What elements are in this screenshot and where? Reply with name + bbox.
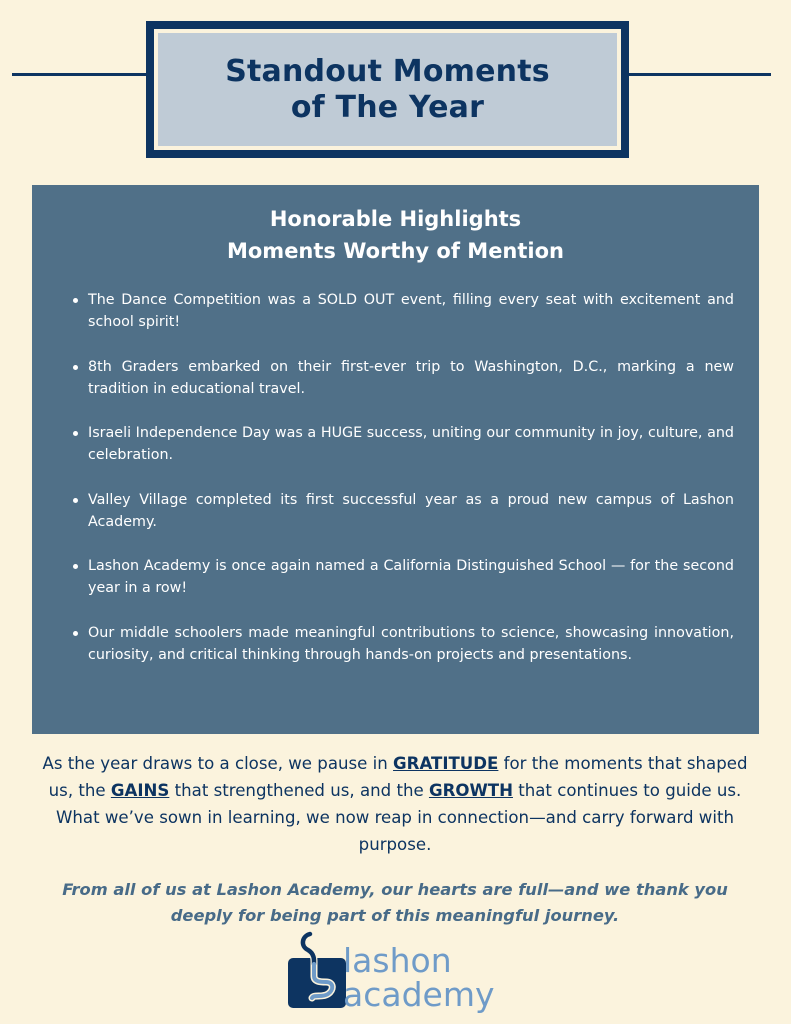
highlight-item: Valley Village completed its first successful year as a proud new campus of Lashon Academy. [88, 489, 734, 533]
page-title-line1: Standout Moments [225, 53, 550, 89]
title-panel [158, 33, 617, 146]
keyword-gratitude: GRATITUDE [393, 754, 499, 773]
lashon-academy-logo [288, 930, 518, 1014]
highlight-item: 8th Graders embarked on their first-ever trip to Washington, D.C., marking a new tradition in educational travel. [88, 356, 734, 400]
keyword-gains: GAINS [110, 781, 170, 800]
logo-mark-icon [288, 930, 346, 1010]
logo-line1: lashon [343, 941, 452, 980]
signoff-text: From all of us at Lashon Academy, our hearts are full—and we thank you deeply for being part of this meaningful journey. [62, 880, 728, 925]
title-frame [146, 21, 629, 158]
highlight-item: Israeli Independence Day was a HUGE success, uniting our community in joy, culture, and celebration. [88, 422, 734, 466]
closing-text-3: that strengthened us, and the [169, 781, 429, 800]
highlight-item: Lashon Academy is once again named a California Distinguished School — for the second year in a row! [88, 555, 734, 599]
logo-line2: academy [343, 975, 495, 1014]
highlight-item: Our middle schoolers made meaningful contributions to science, showcasing innovation, curiosity, and critical thinking through hands-on projects and presentations. [88, 622, 734, 666]
closing-text-2: for the moments that shaped us, the [48, 754, 748, 800]
closing-paragraph [40, 750, 750, 858]
page-title-line2: of The Year [290, 89, 485, 125]
keyword-growth: GROWTH [428, 781, 513, 800]
highlight-item: The Dance Competition was a SOLD OUT event, filling every seat with excitement and school spirit! [88, 289, 734, 333]
closing-text-4: that continues to guide us. What we’ve sown in learning, we now reap in connection—and carry forward with purpose. [55, 781, 742, 854]
highlights-panel [32, 185, 759, 734]
closing-text-1: As the year draws to a close, we pause in [42, 754, 394, 773]
highlights-heading-line2: Moments Worthy of Mention [226, 239, 564, 263]
highlights-list [70, 289, 734, 688]
highlights-heading [32, 203, 759, 267]
page-title [225, 54, 550, 126]
logo-wordmark [343, 941, 495, 1014]
highlights-heading-line1: Honorable Highlights [269, 207, 522, 231]
